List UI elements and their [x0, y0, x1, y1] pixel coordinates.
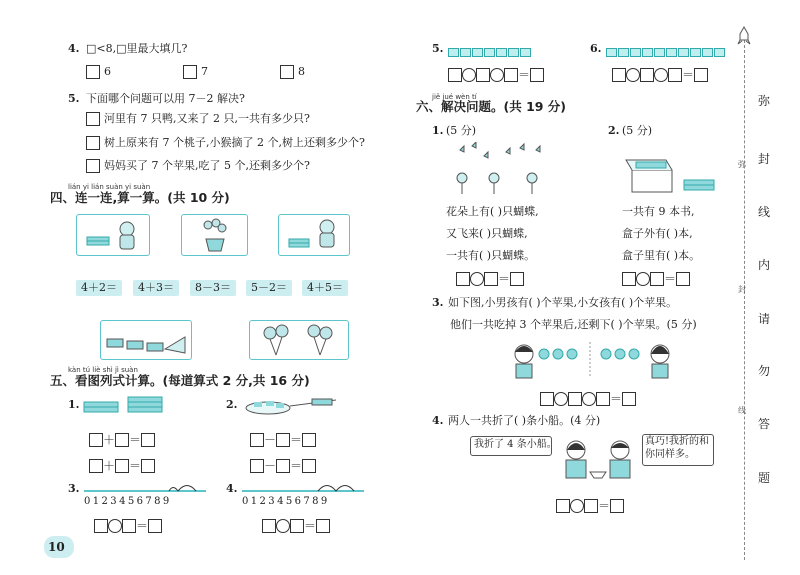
plus-sign: ＋ [103, 459, 116, 473]
margin-char-3: 线 [758, 205, 771, 219]
answer-box[interactable] [510, 272, 524, 286]
sec4-pinyin: lián yi lián suàn yi suàn [68, 183, 151, 191]
children-apples-illustration [508, 338, 678, 382]
p1-line-3: 一共有( )只蝴蝶。 [446, 249, 536, 262]
p4-line-1: 两人一共折了( )条小船。(4 分) [448, 414, 601, 427]
number-line-3-labels [84, 495, 172, 509]
sec5-eq-4 [262, 517, 330, 534]
answer-box[interactable] [668, 68, 682, 82]
match-card-4[interactable]: 5－2＝ [246, 280, 292, 296]
equals-sign: ＝ [610, 392, 623, 406]
margin-char-7: 答 [758, 417, 771, 431]
p3-number: 3. [432, 296, 444, 309]
answer-box[interactable] [610, 499, 624, 513]
picture-panel-balloons [249, 320, 349, 360]
right-q6-equation [612, 66, 708, 83]
operator-circle[interactable] [108, 519, 122, 533]
p3-line-1: 如下图,小男孩有( )个苹果,小女孩有( )个苹果。 [448, 296, 678, 309]
q4-text: □<8,□里最大填几? [86, 42, 188, 55]
margin-char-1: 弥 [758, 94, 771, 108]
p3-line-2: 他们一共吃掉 3 个苹果后,还剩下( )个苹果。(5 分) [450, 318, 697, 331]
operator-circle[interactable] [570, 499, 584, 513]
answer-box[interactable] [584, 499, 598, 513]
answer-box[interactable] [540, 392, 554, 406]
answer-box[interactable] [694, 68, 708, 82]
q4-option-b: 7 [201, 65, 208, 78]
q5-option-b-checkbox[interactable] [86, 136, 100, 150]
p2-line-1: 一共有 9 本书, [622, 205, 695, 218]
picture-panel-cars [100, 320, 192, 360]
p2-score: (5 分) [622, 124, 653, 137]
q4-option-c-checkbox[interactable] [280, 65, 294, 79]
sec5-label-1: 1. [68, 398, 80, 411]
match-card-3[interactable]: 8－3＝ [190, 280, 236, 296]
answer-box[interactable] [89, 459, 103, 473]
number-line-tick-label: 6 [294, 496, 304, 507]
match-card-1[interactable]: 4＋2＝ [76, 280, 122, 296]
answer-box[interactable] [250, 459, 264, 473]
p2-line-2: 盒子外有( )本, [622, 227, 693, 240]
q4-option-b-checkbox[interactable] [183, 65, 197, 79]
sec4-title: 四、连一连,算一算。(共 10 分) [50, 190, 230, 205]
equals-sign: ＝ [290, 433, 303, 447]
equals-sign: ＝ [598, 499, 611, 513]
equals-sign: ＝ [682, 68, 695, 82]
book-stacks-illustration [82, 396, 172, 418]
equals-sign: ＝ [290, 459, 303, 473]
q5-option-a: 河里有 7 只鸭,又来了 2 只,一共有多少只? [104, 112, 310, 125]
balloons-illustration [250, 321, 348, 359]
right-q6-blocks [606, 42, 726, 61]
q4-number: 4. [68, 42, 80, 55]
margin-char-4: 内 [758, 258, 771, 272]
p4-equation [556, 497, 624, 514]
q5-option-c: 妈妈买了 7 个苹果,吃了 5 个,还剩多少个? [104, 159, 310, 172]
q4-option-a: 6 [104, 65, 111, 78]
p1-line-2: 又飞来( )只蝴蝶, [446, 227, 528, 240]
answer-box[interactable] [596, 392, 610, 406]
margin-small-1: 弥 [738, 160, 746, 169]
q5-option-b: 树上原来有 7 个桃子,小猴摘了 2 个,树上还剩多少个? [104, 136, 365, 149]
answer-box[interactable] [316, 519, 330, 533]
answer-box[interactable] [302, 433, 316, 447]
number-line-tick-label: 3 [268, 496, 278, 507]
sec5-label-2: 2. [226, 398, 238, 411]
answer-box[interactable] [302, 459, 316, 473]
equals-sign: ＝ [129, 459, 142, 473]
p2-line-3: 盒子里有( )本。 [622, 249, 701, 262]
equals-sign: ＝ [664, 272, 677, 286]
sec6-pinyin: jiě jué wèn tí [432, 93, 477, 101]
answer-box[interactable] [556, 499, 570, 513]
sec5-eq-1b [89, 457, 155, 474]
p1-line-1: 花朵上有( )只蝴蝶, [446, 205, 539, 218]
margin-char-8: 题 [758, 471, 771, 485]
operator-circle[interactable] [582, 392, 596, 406]
sec5-title: 五、看图列式计算。(每道算式 2 分,共 16 分) [50, 373, 310, 388]
answer-box[interactable] [676, 272, 690, 286]
answer-box[interactable] [141, 433, 155, 447]
sec5-eq-1a [89, 431, 155, 448]
p3-equation [540, 390, 636, 407]
picture-panel-books-elephant-2 [278, 214, 350, 256]
answer-box[interactable] [290, 519, 304, 533]
minus-sign: － [264, 459, 277, 473]
number-line-tick-label: 1 [92, 496, 102, 507]
operator-circle[interactable] [276, 519, 290, 533]
rocket-icon [736, 26, 752, 46]
answer-box[interactable] [141, 459, 155, 473]
operator-circle[interactable] [462, 68, 476, 82]
q5-option-c-checkbox[interactable] [86, 159, 100, 173]
answer-box[interactable] [476, 68, 490, 82]
sec5-eq-2a [250, 431, 316, 448]
plus-sign: ＋ [103, 433, 116, 447]
flowerpot-illustration [182, 215, 247, 255]
sec5-label-3: 3. [68, 482, 80, 495]
number-line-tick-label: 1 [250, 496, 260, 507]
operator-circle[interactable] [490, 68, 504, 82]
cars-on-plate-illustration [240, 396, 340, 418]
right-q5-number: 5. [432, 42, 444, 55]
q4-option-c: 8 [298, 65, 305, 78]
right-q5-equation [448, 66, 544, 83]
p4-number: 4. [432, 414, 444, 427]
answer-box[interactable] [89, 433, 103, 447]
answer-box[interactable] [622, 392, 636, 406]
number-line-tick-label: 3 [110, 496, 120, 507]
margin-char-6: 勿 [758, 364, 771, 378]
answer-box[interactable] [94, 519, 108, 533]
toy-cars-illustration [101, 321, 191, 359]
answer-box[interactable] [276, 433, 290, 447]
answer-box[interactable] [622, 272, 636, 286]
number-line-tick-label: 9 [320, 496, 330, 507]
match-card-5[interactable]: 4＋5＝ [302, 280, 348, 296]
equals-sign: ＝ [136, 519, 149, 533]
answer-box[interactable] [504, 68, 518, 82]
books-elephant-illustration [77, 215, 149, 255]
sec5-eq-2b [250, 457, 316, 474]
number-line-tick-label: 5 [285, 496, 295, 507]
q5-number: 5. [68, 92, 80, 105]
bubble-right-text: 真巧!我折的和你同样多。 [645, 436, 710, 460]
answer-box[interactable] [276, 459, 290, 473]
equals-sign: ＝ [304, 519, 317, 533]
answer-box[interactable] [115, 433, 129, 447]
operator-circle[interactable] [654, 68, 668, 82]
operator-circle[interactable] [626, 68, 640, 82]
number-line-tick-label: 8 [154, 496, 163, 507]
sec5-label-4: 4. [226, 482, 238, 495]
number-line-tick-label: 9 [162, 496, 172, 507]
margin-char-2: 封 [758, 152, 771, 166]
answer-box[interactable] [448, 68, 462, 82]
p2-equation [622, 270, 690, 287]
number-line-tick-label: 0 [84, 496, 93, 507]
number-line-tick-label: 4 [277, 496, 286, 507]
p1-equation [456, 270, 524, 287]
answer-box[interactable] [456, 272, 470, 286]
number-line-tick-label: 0 [242, 496, 251, 507]
number-line-tick-label: 8 [312, 496, 321, 507]
book-box-illustration [622, 150, 722, 196]
p2-number: 2. [608, 124, 620, 137]
equals-sign: ＝ [129, 433, 142, 447]
answer-box[interactable] [262, 519, 276, 533]
operator-circle[interactable] [636, 272, 650, 286]
sec6-title: 六、解决问题。(共 19 分) [416, 99, 567, 114]
answer-box[interactable] [530, 68, 544, 82]
q5-option-a-checkbox[interactable] [86, 112, 100, 126]
match-card-2[interactable]: 4＋3＝ [133, 280, 179, 296]
number-line-tick-label: 2 [101, 496, 111, 507]
margin-char-5: 请 [758, 312, 771, 326]
p1-number: 1. [432, 124, 444, 137]
bubble-left-text: 我折了 4 条小船。 [474, 439, 557, 450]
number-line-4-labels [242, 495, 330, 509]
right-q5-blocks [448, 42, 532, 61]
answer-box[interactable] [568, 392, 582, 406]
answer-box[interactable] [115, 459, 129, 473]
picture-panel-books-elephant [76, 214, 150, 256]
margin-small-2: 封 [738, 285, 746, 294]
sec5-eq-3 [94, 517, 162, 534]
equals-sign: ＝ [498, 272, 511, 286]
number-line-tick-label: 4 [119, 496, 128, 507]
children-folding-boats-illustration [560, 438, 638, 488]
margin-small-3: 线 [738, 406, 746, 415]
answer-box[interactable] [650, 272, 664, 286]
operator-circle[interactable] [554, 392, 568, 406]
answer-box[interactable] [148, 519, 162, 533]
seal-line [744, 40, 745, 560]
picture-panel-flowerpot [181, 214, 248, 256]
answer-box[interactable] [122, 519, 136, 533]
q5-text: 下面哪个问题可以用 7－2 解决? [86, 92, 245, 105]
number-line-tick-label: 5 [127, 496, 137, 507]
number-line-tick-label: 7 [303, 496, 313, 507]
sec5-pinyin: kàn tú liè shì jì suàn [68, 366, 138, 374]
number-line-tick-label: 6 [136, 496, 146, 507]
equals-sign: ＝ [518, 68, 531, 82]
p1-score: (5 分) [446, 124, 477, 137]
butterflies-flowers-illustration [444, 142, 554, 196]
number-line-tick-label: 2 [259, 496, 269, 507]
right-q6-number: 6. [590, 42, 602, 55]
number-line-tick-label: 7 [145, 496, 155, 507]
answer-box[interactable] [612, 68, 626, 82]
q4-option-a-checkbox[interactable] [86, 65, 100, 79]
answer-box[interactable] [250, 433, 264, 447]
answer-box[interactable] [484, 272, 498, 286]
minus-sign: － [264, 433, 277, 447]
operator-circle[interactable] [470, 272, 484, 286]
books-elephant-illustration-2 [279, 215, 349, 255]
page-number: 10 [48, 540, 65, 554]
answer-box[interactable] [640, 68, 654, 82]
